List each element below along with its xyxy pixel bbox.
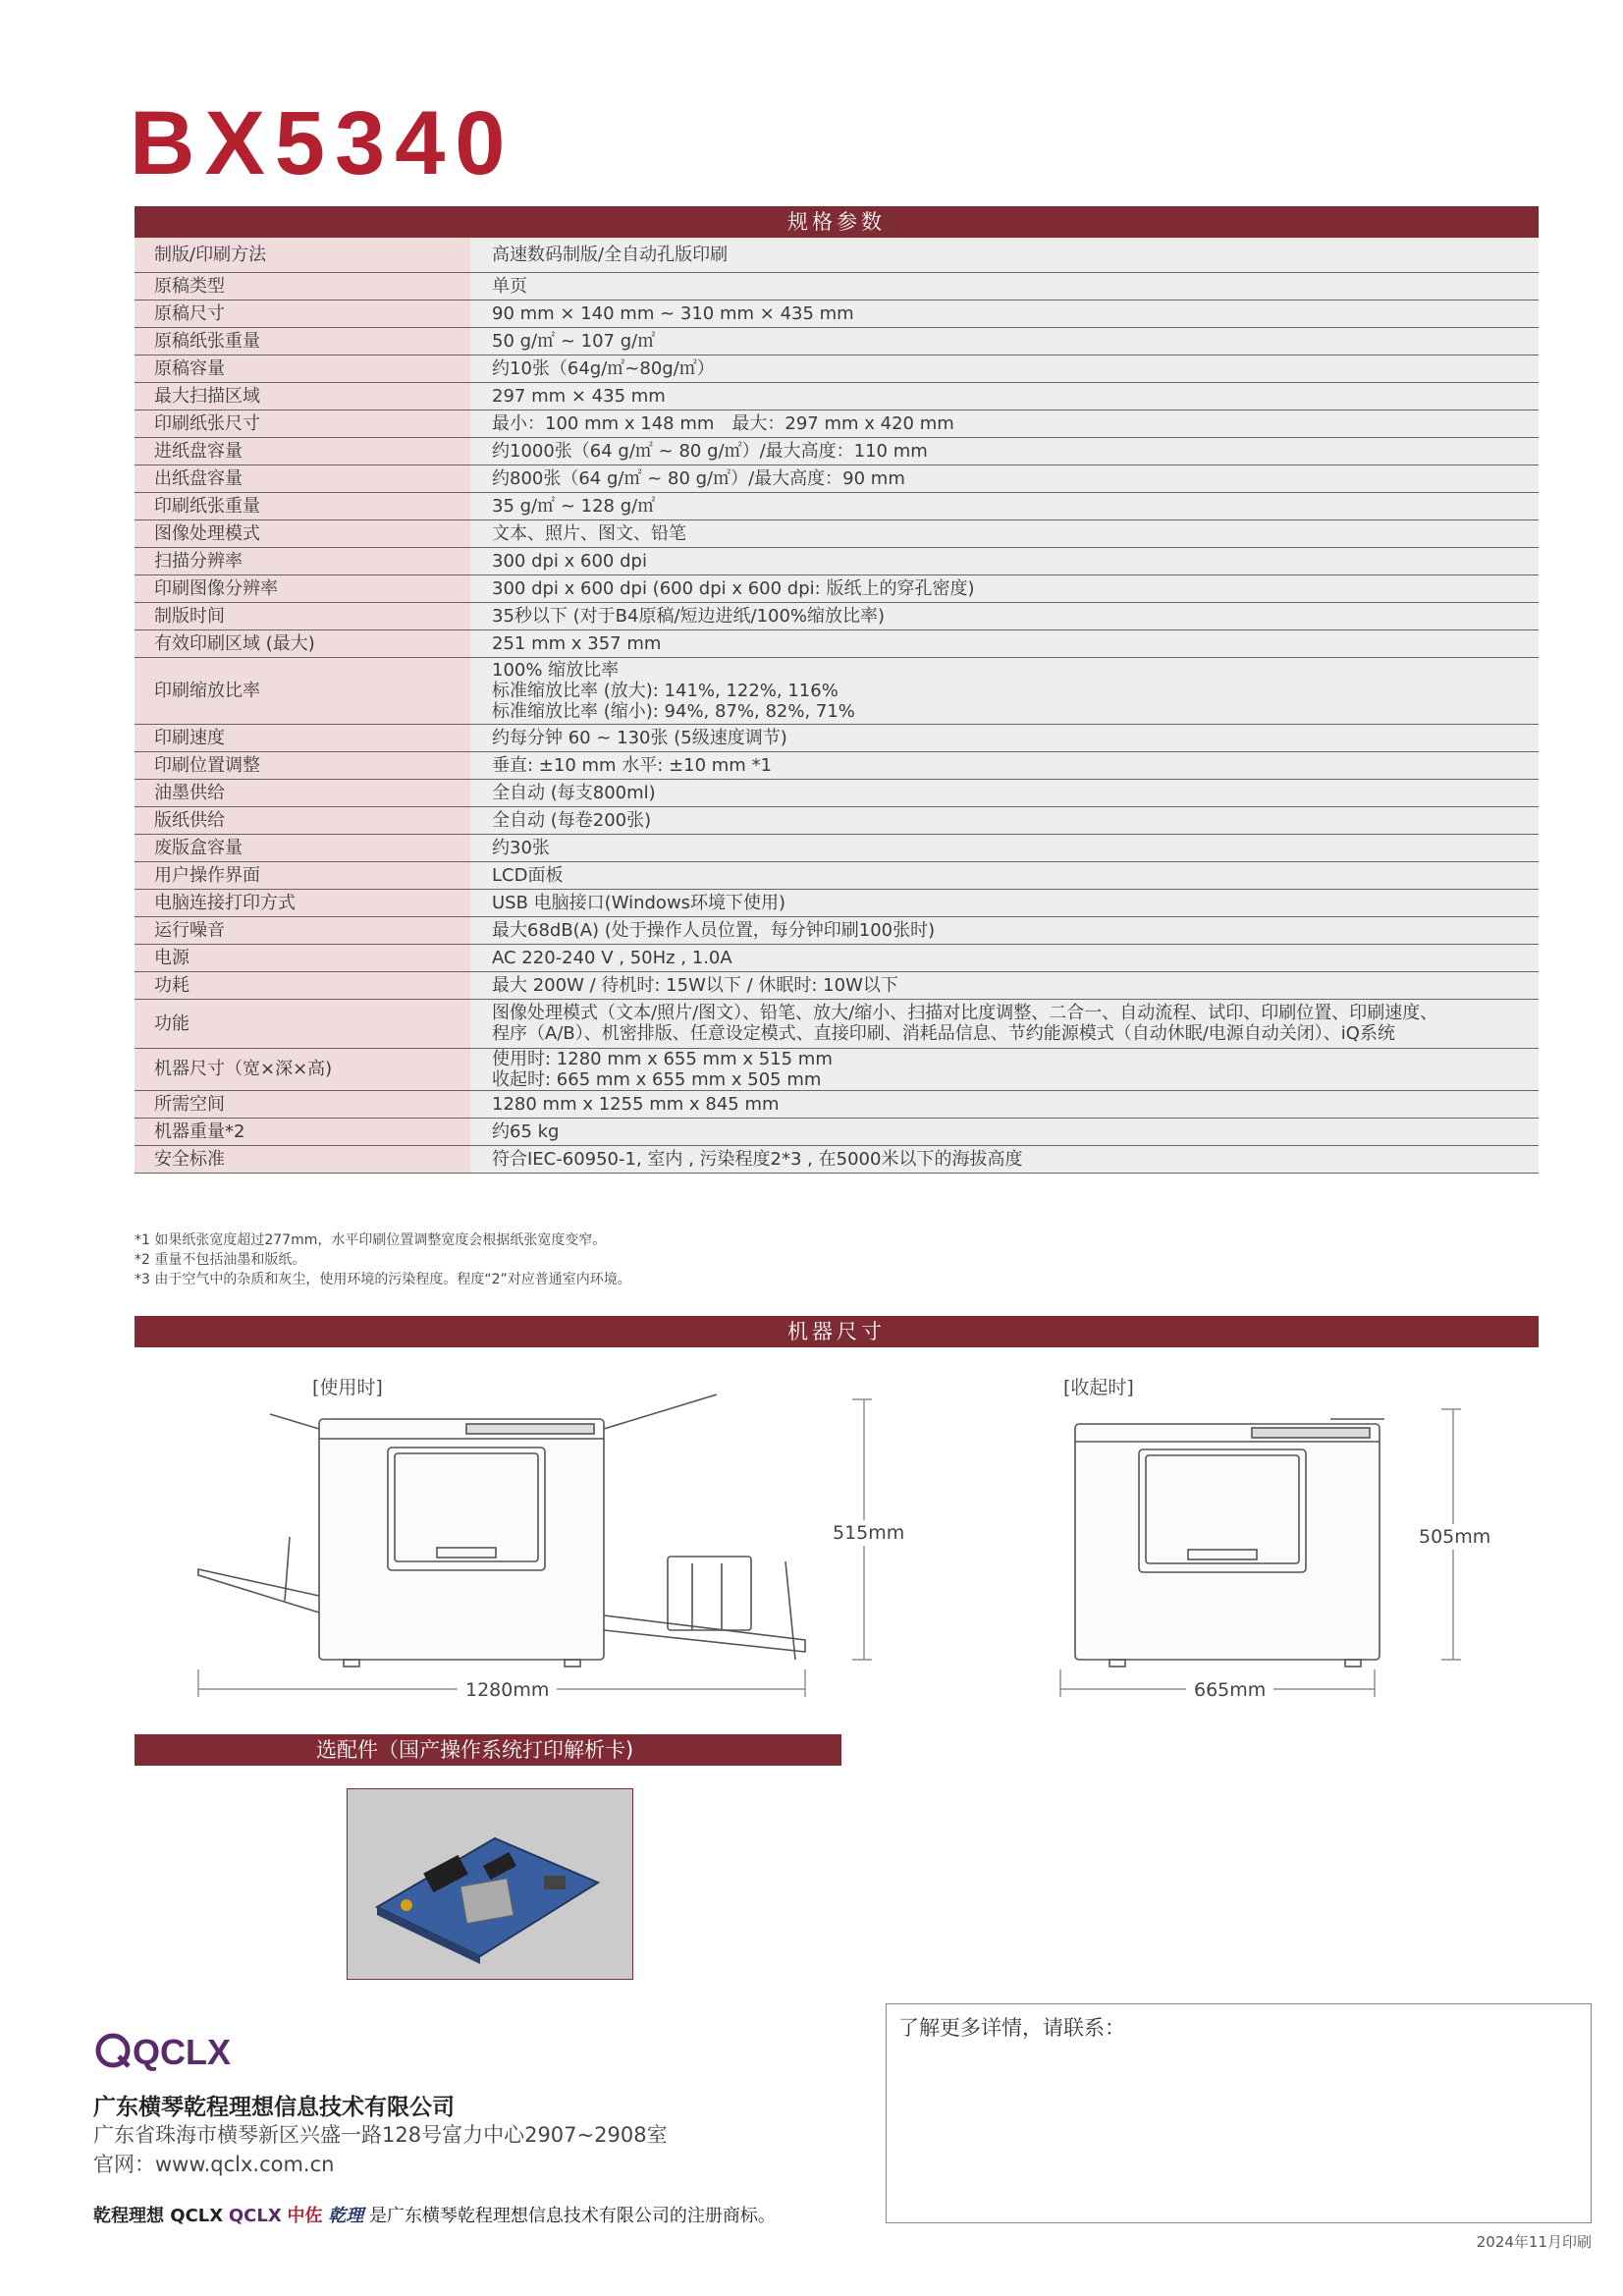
- spec-label: 制版/印刷方法: [135, 238, 470, 272]
- spec-value-line: 标准缩放比率 (缩小): 94%, 87%, 82%, 71%: [492, 700, 855, 722]
- spec-value-line: 垂直: ±10 mm 水平: ±10 mm *1: [492, 754, 773, 776]
- trademark-qclx-logo: QCLX: [228, 2206, 282, 2226]
- in-use-height-label: 515mm: [833, 1522, 905, 1544]
- spec-label: 运行噪音: [135, 916, 470, 944]
- spec-value: [470, 465, 1539, 492]
- spec-label: 印刷纸张尺寸: [135, 410, 470, 437]
- spec-value: [470, 834, 1539, 861]
- spec-row: [135, 1048, 1539, 1090]
- print-card-photo: [347, 1788, 633, 1980]
- footnote-2: *2 重量不包括油墨和版纸。: [135, 1252, 306, 1268]
- spec-value: [470, 327, 1539, 355]
- spec-value: [470, 889, 1539, 916]
- spec-row: [135, 629, 1539, 657]
- spec-value-line: 35 g/㎡ ~ 128 g/㎡: [492, 495, 656, 517]
- spec-value-line: 35秒以下 (对于B4原稿/短边进纸/100%缩放比率): [492, 605, 886, 627]
- spec-row: [135, 355, 1539, 382]
- spec-label: 机器尺寸（宽×深×高): [135, 1048, 470, 1090]
- spec-label: 印刷速度: [135, 724, 470, 751]
- spec-label: 原稿尺寸: [135, 300, 470, 327]
- spec-value-line: 50 g/㎡ ~ 107 g/㎡: [492, 330, 656, 352]
- spec-value-line: 最大 200W / 待机时: 15W以下 / 休眠时: 10W以下: [492, 974, 898, 996]
- circuit-board-icon: [348, 1789, 632, 1979]
- spec-value: [470, 724, 1539, 751]
- spec-value: [470, 971, 1539, 999]
- company-website[interactable]: 官网：www.qclx.com.cn: [93, 2153, 335, 2176]
- spec-label: 最大扫描区域: [135, 382, 470, 410]
- spec-label: 扫描分辨率: [135, 547, 470, 574]
- svg-text:QCLX: QCLX: [133, 2032, 232, 2072]
- spec-label: 印刷缩放比率: [135, 657, 470, 724]
- spec-row: [135, 1090, 1539, 1118]
- spec-value-line: 300 dpi x 600 dpi: [492, 550, 647, 572]
- contact-prompt: 了解更多详情，请联系：: [898, 2016, 1125, 2040]
- spec-label: 电源: [135, 944, 470, 971]
- spec-value-line: 约30张: [492, 837, 550, 858]
- spec-value: [470, 629, 1539, 657]
- spec-row: [135, 916, 1539, 944]
- spec-label: 制版时间: [135, 602, 470, 629]
- spec-row: [135, 861, 1539, 889]
- spec-label: 原稿类型: [135, 272, 470, 300]
- spec-value-line: 单页: [492, 275, 527, 297]
- spec-row: [135, 724, 1539, 751]
- spec-label: 原稿容量: [135, 355, 470, 382]
- spec-row: [135, 410, 1539, 437]
- spec-value: [470, 1118, 1539, 1145]
- spec-value-line: USB 电脑接口(Windows环境下使用): [492, 892, 786, 913]
- spec-label: 印刷位置调整: [135, 751, 470, 779]
- spec-value: [470, 1048, 1539, 1090]
- spec-label: 废版盒容量: [135, 834, 470, 861]
- spec-label: 出纸盘容量: [135, 465, 470, 492]
- spec-value: [470, 492, 1539, 519]
- spec-value-line: 约65 kg: [492, 1121, 560, 1142]
- spec-label: 印刷图像分辨率: [135, 574, 470, 602]
- spec-label: 功能: [135, 999, 470, 1048]
- spec-row: [135, 437, 1539, 465]
- spec-value-line: 251 mm x 357 mm: [492, 632, 662, 654]
- spec-value-line: 90 mm × 140 mm ~ 310 mm × 435 mm: [492, 302, 854, 324]
- spec-section-header: 规格参数: [135, 206, 1539, 238]
- spec-value-line: 图像处理模式（文本/照片/图文）、铅笔、放大/缩小、扫描对比度调整、二合一、自动流程、试印、印刷位置、印刷速度、: [492, 1003, 1438, 1023]
- spec-row: [135, 834, 1539, 861]
- spec-value: [470, 355, 1539, 382]
- spec-row: [135, 657, 1539, 724]
- spec-label: 用户操作界面: [135, 861, 470, 889]
- spec-value-line: 标准缩放比率 (放大): 141%, 122%, 116%: [492, 680, 839, 701]
- spec-label: 油墨供给: [135, 779, 470, 806]
- spec-row: [135, 944, 1539, 971]
- spec-label: 印刷纸张重量: [135, 492, 470, 519]
- spec-value-line: 约1000张（64 g/㎡ ~ 80 g/㎡）/最大高度：110 mm: [492, 440, 928, 462]
- spec-value-line: 1280 mm x 1255 mm x 845 mm: [492, 1093, 780, 1115]
- spec-value: [470, 944, 1539, 971]
- spec-row: [135, 602, 1539, 629]
- spec-label: 所需空间: [135, 1090, 470, 1118]
- spec-value: [470, 1145, 1539, 1173]
- spec-row: [135, 971, 1539, 999]
- footnote-1: *1 如果纸张宽度超过277mm，水平印刷位置调整宽度会根据纸张宽度变窄。: [135, 1232, 607, 1248]
- company-address: 广东省珠海市横琴新区兴盛一路128号富力中心2907~2908室: [93, 2123, 668, 2147]
- spec-value-line: 297 mm × 435 mm: [492, 385, 666, 407]
- spec-value-line: LCD面板: [492, 864, 564, 886]
- spec-row: [135, 300, 1539, 327]
- spec-value-line: 100% 缩放比率: [492, 659, 620, 681]
- spec-value-line: 文本、照片、图文、铅笔: [492, 522, 686, 544]
- spec-value: [470, 238, 1539, 272]
- stored-label: [收起时]: [1063, 1377, 1134, 1398]
- spec-value-line: 最大68dB(A) (处于操作人员位置，每分钟印刷100张时): [492, 919, 936, 941]
- spec-row: [135, 382, 1539, 410]
- spec-label: 功耗: [135, 971, 470, 999]
- trademark-brand-2: 乾理: [328, 2206, 364, 2226]
- spec-value: [470, 519, 1539, 547]
- spec-label: 电脑连接打印方式: [135, 889, 470, 916]
- spec-label: 图像处理模式: [135, 519, 470, 547]
- spec-value-line: 符合IEC-60950-1, 室内 , 污染程度2*3 , 在5000米以下的海拔高度: [492, 1148, 1023, 1170]
- spec-table: [135, 238, 1539, 1174]
- spec-label: 有效印刷区域 (最大): [135, 629, 470, 657]
- option-section-header: 选配件（国产操作系统打印解析卡): [135, 1734, 841, 1766]
- spec-row: [135, 751, 1539, 779]
- spec-value-line: AC 220-240 V , 50Hz , 1.0A: [492, 947, 732, 968]
- spec-row: [135, 806, 1539, 834]
- spec-label: 版纸供给: [135, 806, 470, 834]
- spec-value: [470, 300, 1539, 327]
- in-use-label: [使用时]: [312, 1377, 383, 1398]
- spec-value: [470, 779, 1539, 806]
- spec-label: 进纸盘容量: [135, 437, 470, 465]
- model-title: BX5340: [130, 93, 515, 193]
- spec-row: [135, 999, 1539, 1048]
- spec-value: [470, 382, 1539, 410]
- spec-label: 安全标准: [135, 1145, 470, 1173]
- footnotes: [135, 1230, 631, 1289]
- spec-row: [135, 327, 1539, 355]
- machine-stored-drawing: [1051, 1385, 1473, 1709]
- spec-value-line: 300 dpi x 600 dpi (600 dpi x 600 dpi: 版纸上的穿孔密度): [492, 577, 975, 599]
- spec-value-line: 约800张（64 g/㎡ ~ 80 g/㎡）/最大高度：90 mm: [492, 467, 905, 489]
- spec-row: [135, 574, 1539, 602]
- spec-value-line: 约10张（64g/㎡~80g/㎡）: [492, 357, 715, 379]
- spec-value: [470, 751, 1539, 779]
- spec-value-line: 约每分钟 60 ~ 130张 (5级速度调节): [492, 727, 787, 748]
- trademark-suffix: 是广东横琴乾程理想信息技术有限公司的注册商标。: [368, 2206, 776, 2226]
- spec-label: 原稿纸张重量: [135, 327, 470, 355]
- spec-value: [470, 1090, 1539, 1118]
- spec-row: [135, 519, 1539, 547]
- machine-in-use-drawing: [187, 1385, 874, 1709]
- contact-box: [886, 2003, 1592, 2223]
- company-name: 广东横琴乾程理想信息技术有限公司: [93, 2095, 455, 2120]
- trademark-line: [93, 2202, 776, 2227]
- spec-row: [135, 889, 1539, 916]
- spec-value: [470, 574, 1539, 602]
- spec-value: [470, 861, 1539, 889]
- spec-row: [135, 1145, 1539, 1173]
- stored-height-label: 505mm: [1419, 1526, 1491, 1548]
- spec-row: [135, 547, 1539, 574]
- trademark-brand-text: 乾程理想 QCLX: [93, 2206, 224, 2226]
- spec-row: [135, 238, 1539, 272]
- spec-value-line: 全自动 (每卷200张): [492, 809, 652, 831]
- spec-value: [470, 916, 1539, 944]
- spec-value-line: 程序（A/B）、机密排版、任意设定模式、直接印刷、消耗品信息、节约能源模式（自动休眠/电源自动关闭）、iQ系统: [492, 1023, 1395, 1044]
- spec-value: [470, 410, 1539, 437]
- spec-value: [470, 547, 1539, 574]
- in-use-width-label: 1280mm: [458, 1679, 557, 1701]
- spec-value: [470, 437, 1539, 465]
- spec-value: [470, 657, 1539, 724]
- footnote-3: *3 由于空气中的杂质和灰尘，使用环境的污染程度。程度“2”对应普通室内环境。: [135, 1272, 631, 1287]
- spec-value: [470, 272, 1539, 300]
- spec-value: [470, 806, 1539, 834]
- spec-value-line: 全自动 (每支800ml): [492, 782, 656, 803]
- dimensions-section-header: 机器尺寸: [135, 1316, 1539, 1347]
- spec-value-line: 高速数码制版/全自动孔版印刷: [492, 244, 729, 265]
- spec-value-line: 最小：100 mm x 148 mm 最大：297 mm x 420 mm: [492, 412, 954, 434]
- spec-row: [135, 1118, 1539, 1145]
- qclx-logo: [93, 2027, 241, 2074]
- trademark-brand-1: 中佐: [287, 2206, 323, 2226]
- spec-value-line: 收起时: 665 mm x 655 mm x 505 mm: [492, 1068, 822, 1090]
- stored-width-label: 665mm: [1186, 1679, 1273, 1701]
- spec-label: 机器重量*2: [135, 1118, 470, 1145]
- spec-row: [135, 779, 1539, 806]
- spec-row: [135, 492, 1539, 519]
- spec-value: [470, 602, 1539, 629]
- spec-value-line: 使用时: 1280 mm x 655 mm x 515 mm: [492, 1048, 833, 1069]
- spec-row: [135, 272, 1539, 300]
- spec-row: [135, 465, 1539, 492]
- spec-value: [470, 999, 1539, 1048]
- print-date: 2024年11月印刷: [1476, 2233, 1592, 2251]
